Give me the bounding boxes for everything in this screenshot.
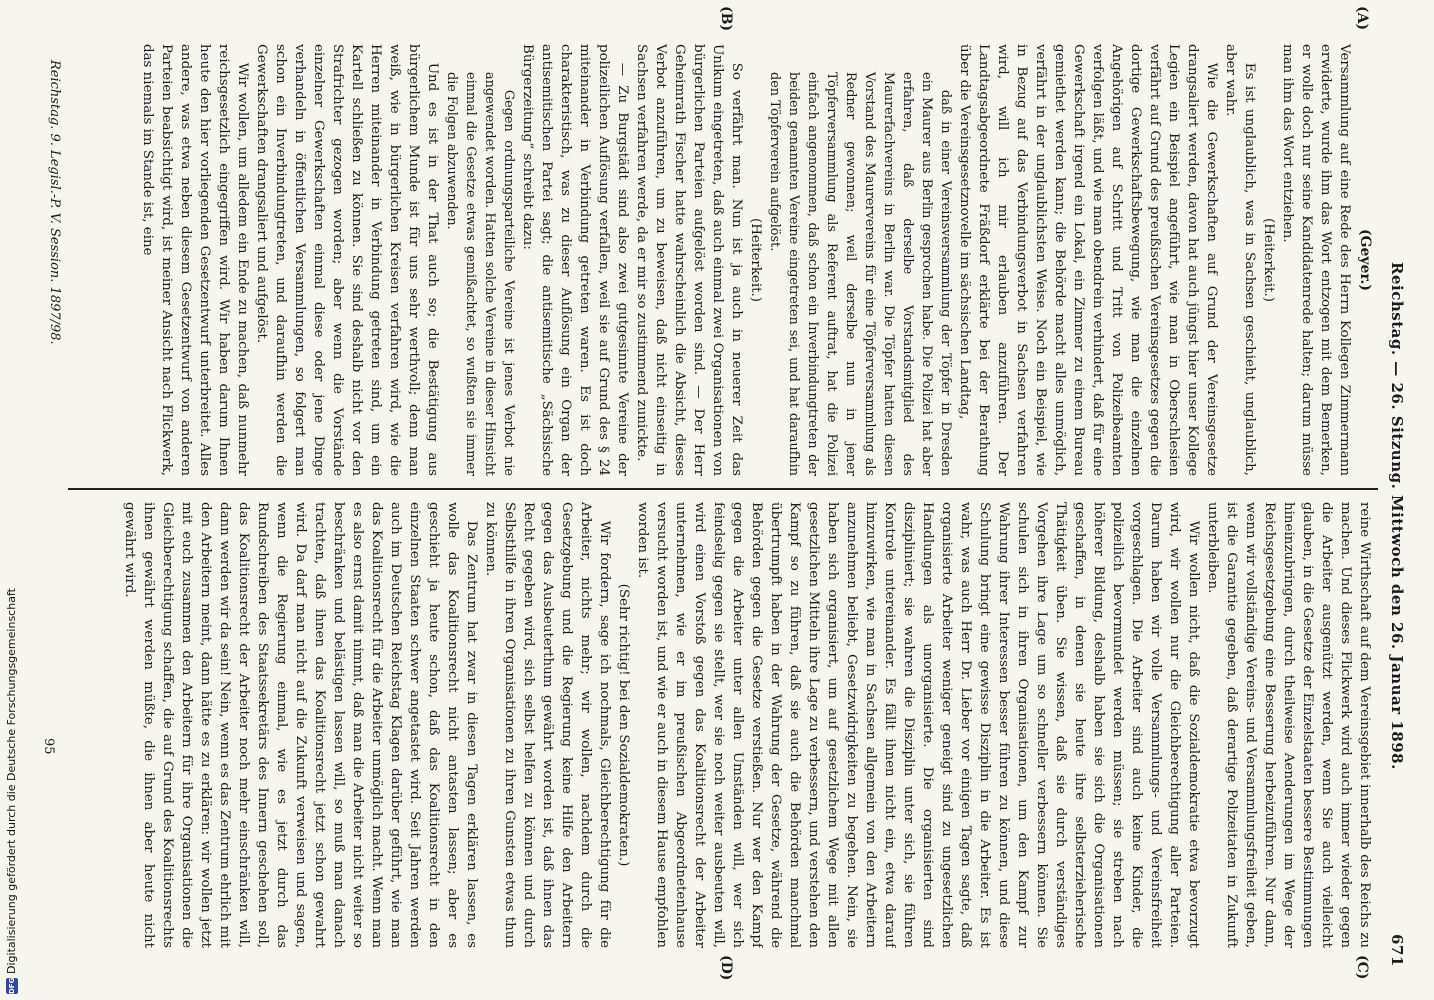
interjection: (Heiterkeit.) bbox=[748, 218, 763, 302]
quotation: Gegen ordnungsparteiliche Vereine ist jenes Verbot nie angewendet worden. Hatten solche Vereine in dieser Hinsicht einmal die Gesetze etwas gemißachtet, so wußten sie immer die Folgen abzuwenden. bbox=[444, 72, 516, 476]
paragraph: Wir fordern, sage ich nochmals, Gleichberechtigung für die Arbeiter, nichts mehr; wir wollen, nachdem durch die Gesetzgebung und die Regierung keine Hilfe den Arbeitern gegen das Ausbeuterthum gewährt worden ist, daß ihnen das Recht gegeben wird, sich selbst helfen zu können und durch Selbsthilfe in ihren Organisationen zu ihren Gunsten etwas thun zu können. bbox=[483, 502, 612, 948]
speaker-name: (Geyer.) bbox=[1357, 228, 1373, 292]
page-number: 671 bbox=[1388, 934, 1406, 967]
sheet-number: 95 bbox=[41, 738, 56, 755]
paragraph: — Zu Burgstädt sind also zwei gutgesinnte Vereine der polizeilichen Auflösung verfallen, weil sie auf Grund des § 24 miteinander in Verbindung getreten waren. Es ist doch charakteristisch, was zu dieser Auflösung ein Organ der antisemitischen Partei sagt; die antisemitische „Sächsische Bürgerzeitung“ schreibt dazu: bbox=[520, 44, 630, 476]
margin-marker-c: (C) bbox=[1354, 955, 1370, 980]
paragraph: Wir wollen nicht, daß die Sozialdemokratie etwa bevorzugt wird, wir wollen nur die Gleichberechtigung aller Parteien. Darum haben wir volle Versammlungs- und Vereinsfreiheit vorgeschlagen. Die Arbeiter sind auch keine Kinder, die polizeilich bevormundet werden müssen; sie streben nach höherer Bildung, deshalb haben sie sich die Organisationen geschaffen, in denen sie heute ihre selbsterzieherische Thätigkeit üben. Sie wissen, daß sie durch verständiges Vorgehen ihre Lage um so schneller verbessern können. Sie schulen sich in ihren Organisationen, um den Kampf zur Wahrung ihrer Interessen besser führen zu können, und diese Schulung bringt eine gewisse Disziplin in die Arbeiter. Es ist wahr, was auch Herr Dr. Lieber vor einigen Tagen sagte, daß organisierte Arbeiter weniger geneigt sind zu ungesetzlichen Handlungen als unorganisierte. Die organisierten sind diszipliniert; sie wahren die Disziplin unter sich, sie führen Kontrole untereinander. Es fällt ihnen nicht ein, etwa darauf hinzuwirken, wie man in Sachsen allgemein von den Arbeitern anzunehmen beliebt, Gesetzwidrigkeiten zu begehen. Nein, sie haben sich organisiert, um auf gesetzlichem Wege mit allen gesetzlichen Mitteln ihre Lage zu verbessern, und verstehen den Kampf so zu führen, daß sie auch die Behörden manchmal übertrumpft haben in der Wahrung der Gesetze, während die Behörden gegen die Gesetze verstießen. Nur wer den Kampf gegen die Arbeiter unter allen Umständen will, wer sich feindselig gegen sie stellt, wer sie noch weiter ausbeuten will, wird einen Vorstoß gegen das Koalitionsrecht der Arbeiter unternehmen, wie er im preußischen Abgeordnetenhause versucht worden ist, und wie er auch in diesem Hause empfohlen worden ist. bbox=[635, 502, 1201, 948]
running-head: Reichstag. — 26. Sitzung. Mittwoch den 26. Januar 1898. bbox=[1388, 262, 1406, 770]
margin-marker-b: (B) bbox=[718, 6, 734, 32]
interjection: (Heiterkeit.) bbox=[1261, 218, 1276, 302]
paragraph: reine Wirthschaft auf dem Vereinsgebiet innerhalb des Reichs zu machen. Und dieses Flickwerk wird auch immer wieder gegen die Arbeiter ausgenützt werden, wenn Sie auch vielleicht glauben, in die Gesetze der Einzelstaaten bessere Bestimmungen hineinzubringen, durch theilweise Aenderungen im Wege der Reichsgesetzgebung eine Besserung herbeizuführen. Nur dann, wenn wir vollständige Vereins- und Versammlungsfreiheit geben, ist die Garantie gegeben, daß derartige Polizeitaten in Zukunft unterbleiben. bbox=[1205, 502, 1372, 948]
digitization-note bbox=[5, 588, 18, 994]
digitization-text: Digitalisierung gefördert durch die Deutsche Forschungsgemeinschaft bbox=[5, 588, 18, 974]
dfg-logo-icon: DFG bbox=[8, 977, 16, 994]
interjection: (Sehr richtig! bei den Sozialdemokraten.) bbox=[616, 583, 631, 867]
quotation: daß in einer Vereinsversammlung der Töpfer in Dresden ein Maurer aus Berlin gesprochen habe. Die Polizei hat aber erfahren, daß derselbe Vorstandsmitglied des Maurerfachvereins in Berlin war. Die Töpfer hatten diesen Vorstand des Maurervereins für eine Töpferversammlung als Redner gewonnen; weil derselbe nun in jener Töpferversammlung als Referent auftrat, hat die Polizei einfach angenommen, daß schon ein Inverbindungtreten der beiden genannten Vereine eingetreten sei, und hat daraufhin den Töpferverein aufgelöst. bbox=[767, 72, 953, 476]
paragraph: So verfährt man. Nun ist ja auch in neuerer Zeit das Unikum eingetreten, daß auch einmal zwei Organisationen von bürgerlichen Parteien aufgelöst worden sind. — Der Herr Geheimrath Fischer hatte wahrscheinlich die Absicht, dieses Verbot anzuführen, um zu beweisen, daß nicht einseitig in Sachsen verfahren werde, da er mir so zustimmend zunickte. bbox=[634, 44, 744, 476]
paragraph: Es ist unglaublich, was in Sachsen geschieht, unglaublich, aber wahr. bbox=[1223, 44, 1257, 476]
column-rule bbox=[68, 488, 1378, 490]
paragraph: Wir wollen, um alledem ein Ende zu machen, daß nunmehr reichsgesetzlich eingegriffen wird. Wir haben darum Ihnen heute den hier vorliegenden Gesetzentwurf unterbreitet. Alles andere, was etwa neben diesem Gesetzentwurf von anderen Parteien beabsichtigt wird, ist meiner Ansicht nach Flickwerk, das niemals im Stande ist, eine bbox=[140, 44, 250, 476]
session-footer: Reichstag. 9. Legisl.-P. V. Session. 1897/98. bbox=[47, 60, 62, 345]
paragraph: Versammlung auf eine Rede des Herrn Kollegen Zimmermann erwiderte, wurde ihm das Wort entzogen mit dem Bemerken, er wolle doch nur seine Kandidatenrede halten; darum müsse man ihm das Wort entziehen. bbox=[1280, 44, 1352, 476]
paragraph: Und es ist in der That auch so; die Bestätigung aus bürgerlichem Munde ist für uns sehr werthvoll; denn man weiß, wie in bürgerlichen Kreisen verfahren wird, wie die Herren miteinander in Verbindung getreten sind, um ein Kartell schließen zu können. Sie sind deshalb nicht vor den Strafrichter gezogen worden; aber wenn die Vorstände einzelner Gewerkschaften einmal diese oder jene Dinge verhandeln in öffentlichen Versammlungen, so folgert man schon ein Inverbindungtreten, und daraufhin werden die Gewerkschaften drangsaliert und aufgelöst. bbox=[254, 44, 440, 476]
right-column bbox=[68, 502, 1374, 948]
margin-marker-a: (A) bbox=[1354, 6, 1370, 31]
paragraph: Das Zentrum hat zwar in diesen Tagen erklären lassen, es wolle das Koalitionsrecht nicht antasten lassen; aber es geschieht ja heute schon, daß das Koalitionsrecht in den einzelnen Staaten schwer angetastet wird. Seit Jahren werden auch im Deutschen Reichstag Klagen darüber geführt, wie man das Koalitionsrecht für die Arbeiter unmöglich macht. Wenn man es also ernst damit nimmt, daß man die Arbeiter nicht weiter so beschränken und belästigen lassen will, so muß man danach trachten, daß ihnen das Koalitionsrecht jetzt schon gewahrt wird. Da darf man nicht auf die Zukunft verweisen und sagen, wenn die Regierung einmal, wie es jetzt durch das Rundschreiben des Staatssekretärs des Innern geschehen soll, das Koalitionsrecht der Arbeiter noch mehr einschränken will, dann werden wir da sein! Nein, wenn es das Zentrum ehrlich mit den Arbeitern meint, dann hätte es zu erklären: wir wollen jetzt mit euch zusammen den Arbeitern für ihre Organisationen die Gleichberechtigung schaffen, die auf Grund des Koalitionsrechts ihnen gewährt werden müßte, die ihnen aber heute nicht gewährt wird. bbox=[122, 502, 479, 948]
margin-marker-d: (D) bbox=[718, 955, 734, 981]
left-column bbox=[68, 44, 1374, 476]
paragraph: Wie die Gewerkschaften auf Grund der Vereinsgesetze drangsaliert werden, davon hat auch jüngst hier unser Kollege Legien ein Beispiel angeführt, wie man in Oberschlesien verfährt auf Grund des preußischen Vereinsgesetzes gegen die dortige Gewerkschaftsbewegung, wie man die einzelnen Angehörigen auf Schritt und Tritt von Polizeibeamten verfolgen läßt, und wie man obendrein verhindert, daß für eine Gewerkschaft irgend ein Lokal, ein Zimmer zu einem Bureau gemiethet werden kann; die Behörde macht alles unmöglich, verfährt in der unglaublichsten Weise. Noch ein Beispiel, wie in Bezug auf das Verbindungsverbot in Sachsen verfahren wird, will ich mir erlauben anzuführen. Der Landtagsabgeordnete Fräßdorf erklärte bei der Berathung über die Vereinsgesetznovelle im sächsischen Landtag, bbox=[957, 44, 1219, 476]
